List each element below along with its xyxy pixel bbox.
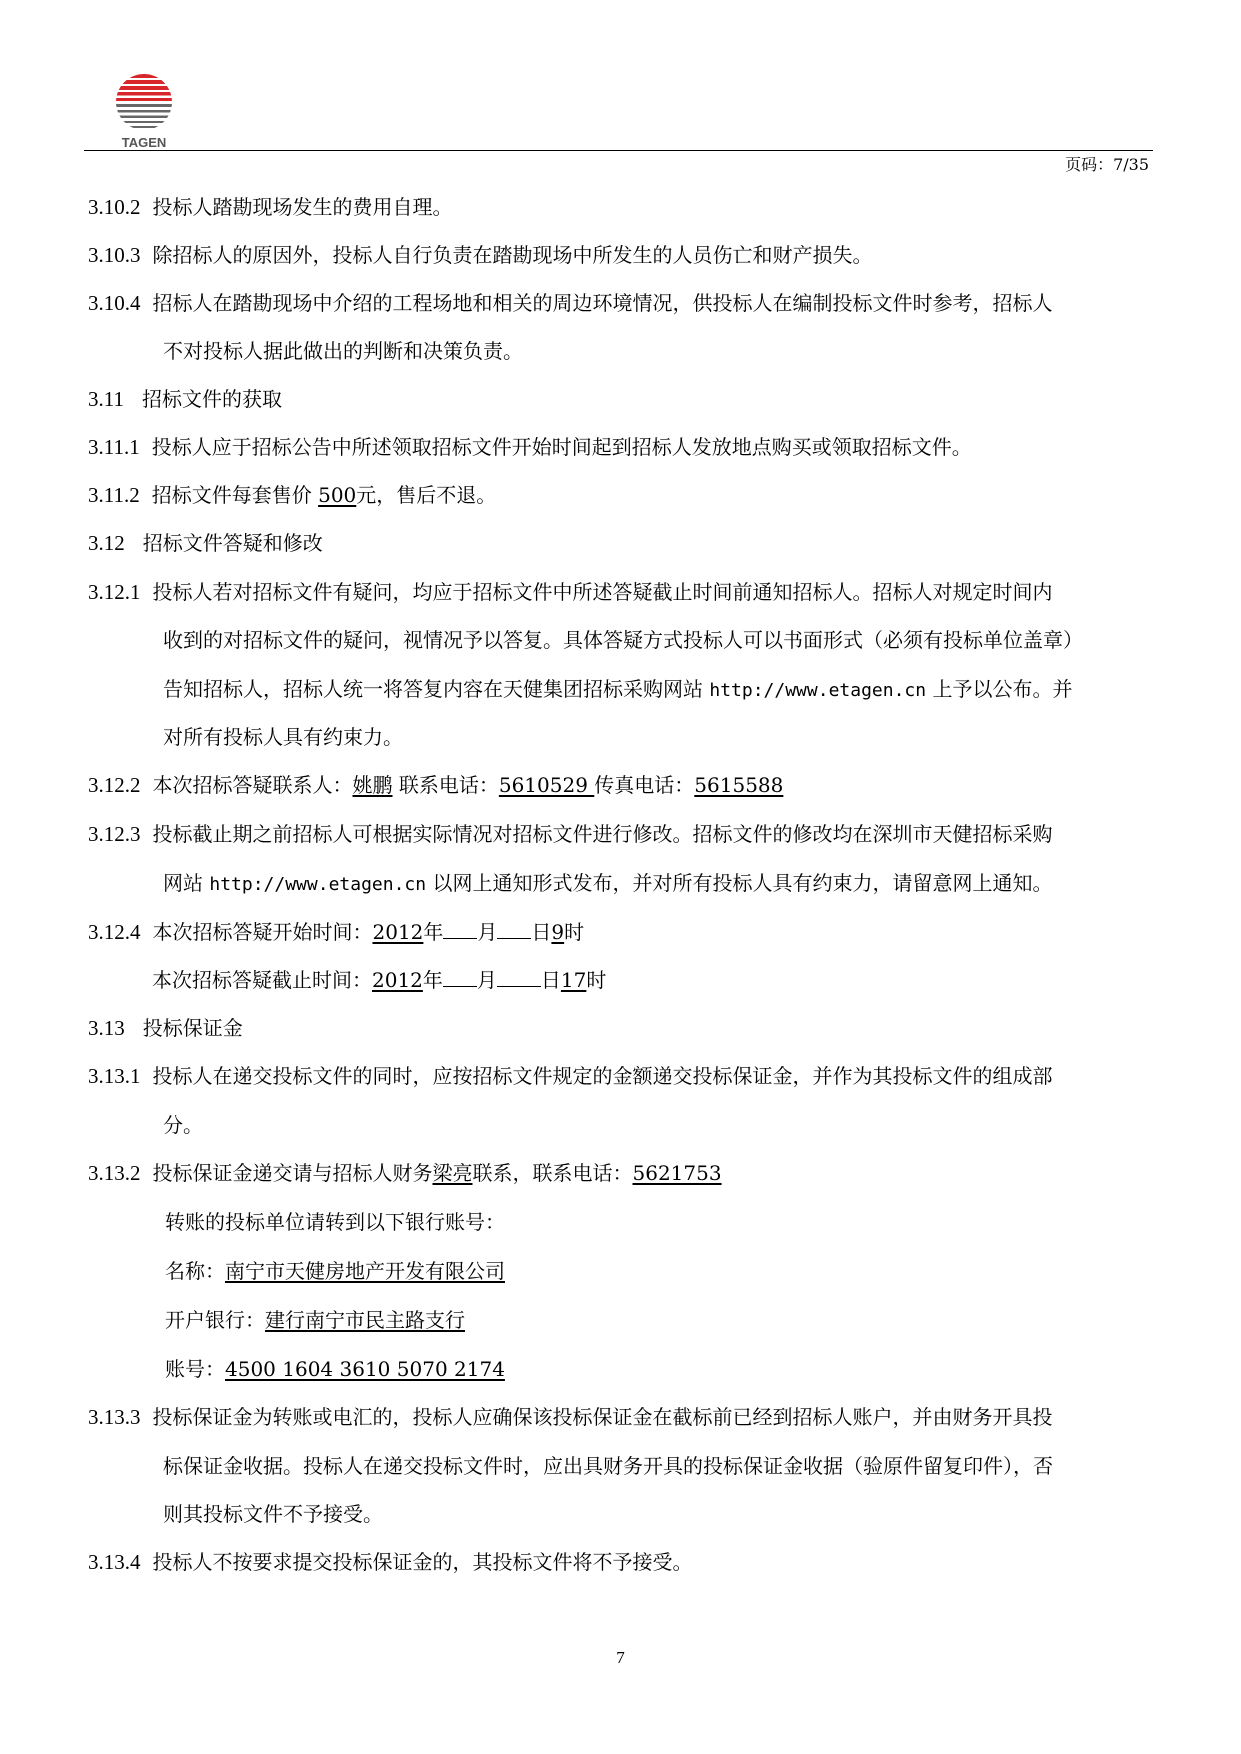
bank-account-number: 账号：4500 1604 3610 5070 2174 (165, 1357, 505, 1381)
clause-3-10-4: 3.10.4 招标人在踏勘现场中介绍的工程场地和相关的周边环境情况，供投标人在编制投标文件时参考，招标人 (88, 291, 1053, 315)
clause-3-13-1-cont: 分。 (163, 1113, 203, 1137)
logo-emblem-icon (104, 70, 184, 150)
website-link[interactable]: http://www.etagen.cn (209, 874, 427, 895)
clause-3-10-2: 3.10.2 投标人踏勘现场发生的费用自理。 (88, 195, 453, 219)
clause-3-13-1: 3.13.1 投标人在递交投标文件的同时，应按招标文件规定的金额递交投标保证金，并作为其投标文件的组成部 (88, 1064, 1053, 1088)
tagen-logo (104, 70, 184, 150)
clause-3-11-2: 3.11.2 招标文件每套售价 500元，售后不退。 (88, 483, 497, 507)
clause-3-10-4-cont: 不对投标人据此做出的判断和决策负责。 (163, 339, 523, 363)
clause-3-12-1-cont2: 告知招标人，招标人统一将答复内容在天健集团招标采购网站 http://www.etagen.cn 上予以公布。并 (163, 677, 1073, 701)
clause-3-13-3-cont2: 则其投标文件不予接受。 (163, 1502, 383, 1526)
day-blank (497, 920, 531, 939)
month-blank (443, 968, 477, 987)
section-3-11: 3.11 招标文件的获取 (88, 387, 282, 411)
website-link[interactable]: http://www.etagen.cn (709, 680, 927, 701)
clause-3-10-3: 3.10.3 除招标人的原因外，投标人自行负责在踏勘现场中所发生的人员伤亡和财产损失。 (88, 243, 873, 267)
bank-transfer-intro: 转账的投标单位请转到以下银行账号： (165, 1210, 505, 1234)
month-blank (443, 920, 477, 939)
clause-3-13-2: 3.13.2 投标保证金递交请与招标人财务梁亮联系，联系电话：5621753 (88, 1161, 722, 1185)
clause-3-12-2: 3.12.2 本次招标答疑联系人：姚鹏 联系电话：5610529 传真电话：5615588 (88, 773, 784, 797)
bank-account-name: 名称：南宁市天健房地产开发有限公司 (165, 1259, 505, 1283)
header-rule (84, 150, 1153, 151)
clause-3-12-1-cont1: 收到的对招标文件的疑问，视情况予以答复。具体答疑方式投标人可以书面形式（必须有投标单位盖章） (163, 628, 1083, 652)
page-code: 页码：7/35 (1065, 155, 1149, 174)
day-blank (497, 968, 541, 987)
page-number: 7 (616, 1648, 625, 1667)
clause-3-13-4: 3.13.4 投标人不按要求提交投标保证金的，其投标文件将不予接受。 (88, 1550, 693, 1574)
clause-3-12-1-cont3: 对所有投标人具有约束力。 (163, 725, 403, 749)
clause-3-11-1: 3.11.1 投标人应于招标公告中所述领取招标文件开始时间起到招标人发放地点购买或领取招标文件。 (88, 435, 972, 459)
logo-text: TAGEN (121, 135, 167, 150)
clause-3-13-3-cont1: 标保证金收据。投标人在递交投标文件时，应出具财务开具的投标保证金收据（验原件留复印件），否 (163, 1454, 1053, 1478)
bank-name: 开户银行：建行南宁市民主路支行 (165, 1308, 465, 1332)
section-3-12: 3.12 招标文件答疑和修改 (88, 531, 323, 555)
clause-3-13-3: 3.13.3 投标保证金为转账或电汇的，投标人应确保该投标保证金在截标前已经到招标人账户，并由财务开具投 (88, 1405, 1053, 1429)
clause-3-12-1: 3.12.1 投标人若对招标文件有疑问，均应于招标文件中所述答疑截止时间前通知招标人。招标人对规定时间内 (88, 580, 1053, 604)
clause-3-12-4: 3.12.4 本次招标答疑开始时间：2012年 月 日9时 (88, 920, 585, 944)
qa-end-time: 本次招标答疑截止时间：2012年 月 日17时 (152, 968, 607, 992)
section-3-13: 3.13 投标保证金 (88, 1016, 243, 1040)
clause-3-12-3: 3.12.3 投标截止期之前招标人可根据实际情况对招标文件进行修改。招标文件的修改均在深圳市天健招标采购 (88, 822, 1053, 846)
clause-3-12-3-cont: 网站 http://www.etagen.cn 以网上通知形式发布，并对所有投标人具有约束力，请留意网上通知。 (163, 871, 1053, 895)
